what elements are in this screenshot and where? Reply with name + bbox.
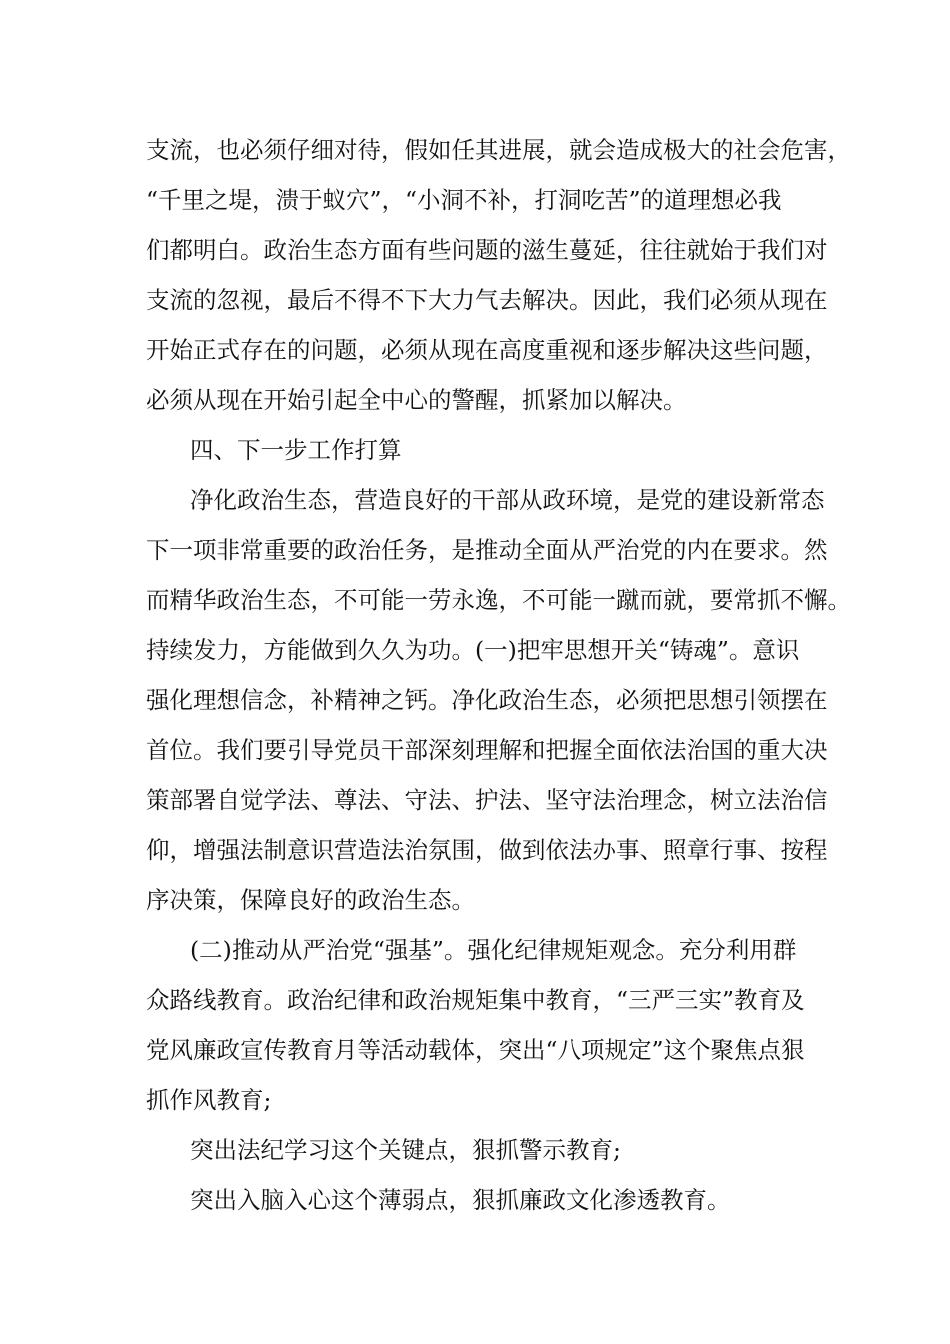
text-line: 突出入脑入心这个薄弱点，狠抓廉政文化渗透教育。 (190, 1186, 731, 1214)
text-line: 序决策，保障良好的政治生态。 (146, 886, 475, 914)
text-line: 净化政治生态，营造良好的干部从政环境，是党的建设新常态 (190, 486, 825, 514)
text-line: 首位。我们要引导党员干部深刻理解和把握全面依法治国的重大决 (146, 736, 828, 764)
text-line: 抓作风教育; (146, 1086, 272, 1114)
text-line: 支流，也必须仔细对待，假如任其进展，就会造成极大的社会危害， (146, 136, 851, 164)
text-line: 必须从现在开始引起全中心的警醒，抓紧加以解决。 (146, 386, 687, 414)
text-line: (二)推动从严治党“强基”。强化纪律规矩观念。充分利用群 (190, 936, 797, 964)
text-line: 党风廉政宣传教育月等活动载体，突出“八项规定”这个聚焦点狠 (146, 1036, 805, 1064)
text-line: 策部署自觉学法、尊法、守法、护法、坚守法治理念，树立法治信 (146, 786, 828, 814)
text-line: 持续发力，方能做到久久为功。(一)把牢思想开关“铸魂”。意识 (146, 636, 800, 664)
text-line: 开始正式存在的问题，必须从现在高度重视和逐步解决这些问题， (146, 336, 828, 364)
text-line: “千里之堤，溃于蚁穴”，“小洞不补，打洞吃苦”的道理想必我 (146, 186, 782, 214)
text-line: 下一项非常重要的政治任务，是推动全面从严治党的内在要求。然 (146, 536, 828, 564)
text-line: 突出法纪学习这个关键点，狠抓警示教育; (190, 1136, 621, 1164)
text-line: 仰，增强法制意识营造法治氛围，做到依法办事、照章行事、按程 (146, 836, 828, 864)
text-line: 强化理想信念，补精神之钙。净化政治生态，必须把思想引领摆在 (146, 686, 828, 714)
text-line: 支流的忽视，最后不得不下大力气去解决。因此，我们必须从现在 (146, 286, 828, 314)
text-line: 们都明白。政治生态方面有些问题的滋生蔓延，往往就始于我们对 (146, 236, 828, 264)
section-heading: 四、下一步工作打算 (190, 436, 402, 464)
text-line: 而精华政治生态，不可能一劳永逸，不可能一蹴而就，要常抓不懈。 (146, 586, 851, 614)
text-line: 众路线教育。政治纪律和政治规矩集中教育，“三严三实”教育及 (146, 986, 805, 1014)
